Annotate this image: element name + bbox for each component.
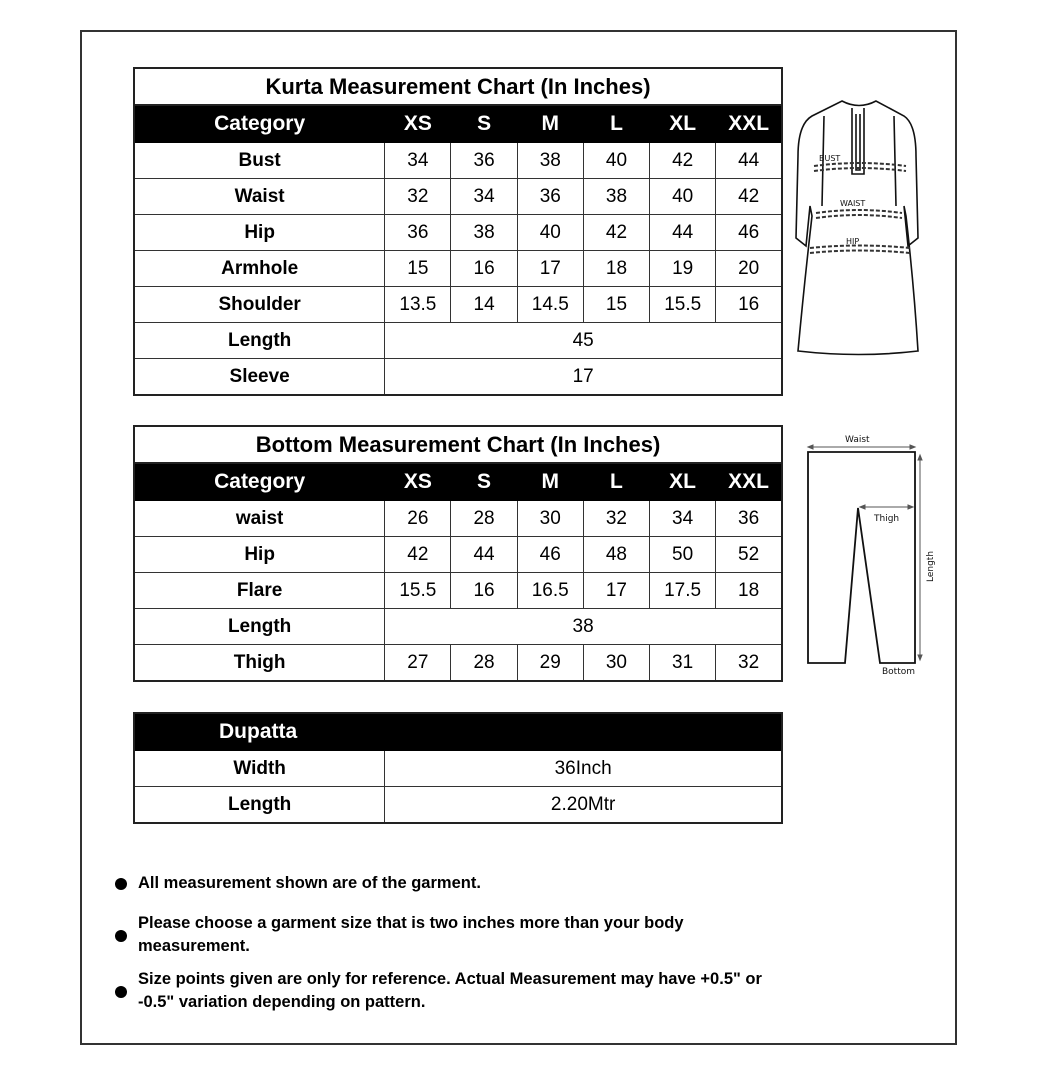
size-value: 17 [517,251,583,287]
size-value: 46 [517,537,583,573]
bottom-diagram [800,430,940,680]
size-value: 36 [451,143,517,179]
table-row [134,143,782,179]
merged-value: 2.20Mtr [385,787,782,824]
bullet-icon [115,878,127,890]
note-item [115,968,795,1014]
size-value: 14.5 [517,287,583,323]
size-value: 32 [716,645,782,682]
size-value: 18 [716,573,782,609]
size-value: 32 [583,501,649,537]
row-category: Flare [134,573,385,609]
row-category: Shoulder [134,287,385,323]
table-row [134,645,782,682]
size-value: 16.5 [517,573,583,609]
size-value: 44 [650,215,716,251]
table-row [134,251,782,287]
size-value: 40 [517,215,583,251]
size-value: 52 [716,537,782,573]
header-category: Category [134,463,385,501]
size-value: 48 [583,537,649,573]
size-value: 46 [716,215,782,251]
header-xl: XL [649,463,715,501]
size-value: 28 [451,501,517,537]
header-l: L [583,463,649,501]
row-category: Width [134,751,385,787]
size-value: 34 [385,143,451,179]
size-value: 16 [716,287,782,323]
header-m: M [517,463,583,501]
note-text: Please choose a garment size that is two inches more than your body measurement. [138,914,684,955]
header-s: S [451,463,517,501]
bullet-icon [115,930,127,942]
table-row [134,751,782,787]
note-item [115,912,795,958]
size-value: 16 [451,251,517,287]
size-value: 44 [451,537,517,573]
row-category: waist [134,501,385,537]
waist-label: WAIST [840,199,866,208]
size-value: 44 [716,143,782,179]
kurta-rows [134,143,782,396]
header-xl: XL [650,105,716,143]
table-row [134,215,782,251]
size-value: 38 [583,179,649,215]
note-item [115,872,795,895]
row-category: Waist [134,179,385,215]
size-value: 36 [385,215,451,251]
header-xs: XS [385,105,451,143]
merged-value: 17 [385,359,782,396]
size-value: 50 [649,537,715,573]
size-value: 31 [649,645,715,682]
size-value: 42 [583,215,649,251]
header-xxl: XXL [716,105,782,143]
size-value: 15 [583,287,649,323]
bullet-icon [115,986,127,998]
table-row [134,609,782,645]
size-value: 27 [385,645,451,682]
row-category: Thigh [134,645,385,682]
size-value: 20 [716,251,782,287]
size-value: 26 [385,501,451,537]
size-value: 40 [583,143,649,179]
size-value: 32 [385,179,451,215]
size-value: 30 [517,501,583,537]
table-row [134,179,782,215]
bust-label: BUST [819,154,841,163]
dupatta-title: Dupatta [134,713,782,751]
row-category: Length [134,323,385,359]
header-xxl: XXL [716,463,782,501]
size-value: 40 [650,179,716,215]
row-category: Length [134,609,385,645]
bottom-rows [134,501,782,682]
size-value: 13.5 [385,287,451,323]
size-value: 14 [451,287,517,323]
size-value: 36 [716,501,782,537]
size-value: 17.5 [649,573,715,609]
size-value: 38 [517,143,583,179]
diagram-bottom-label: Bottom [882,667,916,677]
kurta-measurement-table [133,67,783,396]
size-value: 42 [385,537,451,573]
kurta-diagram [794,96,924,361]
merged-value: 36Inch [385,751,782,787]
row-category: Length [134,787,385,824]
size-value: 15.5 [385,573,451,609]
table-row [134,573,782,609]
notes-list [115,872,795,1024]
table-row [134,787,782,824]
size-value: 38 [451,215,517,251]
kurta-table-title: Kurta Measurement Chart (In Inches) [134,68,782,105]
size-value: 30 [583,645,649,682]
dupatta-table [133,712,783,824]
size-value: 19 [650,251,716,287]
size-value: 15.5 [650,287,716,323]
size-value: 42 [650,143,716,179]
header-m: M [517,105,583,143]
note-text: All measurement shown are of the garment. [138,874,481,892]
table-row [134,501,782,537]
size-value: 18 [583,251,649,287]
table-row [134,359,782,396]
bottom-header-row [134,463,782,501]
row-category: Sleeve [134,359,385,396]
size-value: 28 [451,645,517,682]
size-value: 29 [517,645,583,682]
note-text: Size points given are only for reference. Actual Measurement may have +0.5" or -0.5" variation depending on pattern. [138,970,762,1011]
size-value: 42 [716,179,782,215]
merged-value: 45 [385,323,782,359]
diagram-thigh-label: Thigh [874,514,900,524]
header-l: L [583,105,649,143]
dupatta-rows [134,751,782,824]
header-category: Category [134,105,385,143]
size-value: 34 [649,501,715,537]
size-value: 36 [517,179,583,215]
row-category: Hip [134,537,385,573]
row-category: Hip [134,215,385,251]
bottom-measurement-table [133,425,783,682]
size-value: 17 [583,573,649,609]
row-category: Armhole [134,251,385,287]
size-value: 15 [385,251,451,287]
row-category: Bust [134,143,385,179]
bottom-table-title: Bottom Measurement Chart (In Inches) [134,426,782,463]
merged-value: 38 [385,609,782,645]
kurta-header-row [134,105,782,143]
header-s: S [451,105,517,143]
table-row [134,287,782,323]
size-value: 16 [451,573,517,609]
table-row [134,323,782,359]
hip-label: HIP [846,237,860,246]
table-row [134,537,782,573]
header-xs: XS [385,463,451,501]
diagram-waist-label: Waist [845,435,870,445]
size-value: 34 [451,179,517,215]
diagram-length-label: Length [926,550,936,582]
